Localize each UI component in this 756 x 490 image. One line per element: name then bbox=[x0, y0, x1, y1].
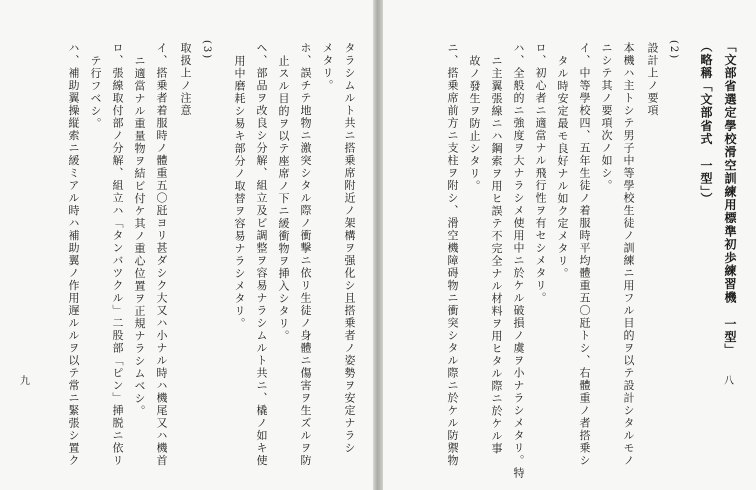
right-line-4: タル時安定最モ良好ナル如ク定メタリ。 bbox=[556, 55, 569, 280]
left-line-6: 用中磨耗シ易キ部分ノ取替ヲ容易ナラシメタリ。 bbox=[233, 55, 246, 330]
right-line-9: ニ、搭乗席前方ニ支柱ヲ附シ、滑空機障碍物ニ衝突シタル際ニ於ケル防禦物 bbox=[446, 42, 459, 467]
left-line-11: ハ、補助翼操縦索ニ緩ミアル時ハ補助翼ノ作用遅ルルヲ以テ常ニ緊張シ置ク bbox=[67, 42, 80, 467]
left-line-10: テ行フベシ。 bbox=[89, 55, 102, 130]
left-line-2: メタリ。 bbox=[321, 42, 334, 92]
right-section-number: (2) bbox=[668, 40, 679, 61]
right-line-8: 故ノ發生ヲ防止シタリ。 bbox=[468, 55, 481, 193]
left-page bbox=[0, 0, 373, 490]
left-line-9: ロ、張線取付部ノ分解、組立ハ「タンバツクル」二股部「ピン」挿脱ニ依リ bbox=[111, 42, 124, 467]
right-line-5: ロ、初心者ニ適當ナル飛行性ヲ有セシメタリ。 bbox=[534, 42, 547, 305]
right-section-heading: 設計上ノ要項 bbox=[646, 42, 659, 117]
right-line-2: ニシテ其ノ要項次ノ如シ。 bbox=[600, 42, 613, 192]
left-section-number: (3) bbox=[201, 40, 212, 61]
right-title-line-2: （略稱「文部省式 一型」） bbox=[699, 40, 713, 206]
right-page bbox=[383, 0, 756, 490]
left-line-1: タラシムルト共ニ搭乗席附近ノ架構ヲ强化シ且搭乗者ノ姿勢ヲ安定ナラシ bbox=[343, 42, 356, 455]
right-line-3: イ、中等學校四、五年生徒ノ着服時平均體重五〇瓩トシ、右體重ノ者搭乗シ bbox=[578, 42, 591, 467]
left-line-8: ニ適當ナル重量物ヲ結ビ付ケ其ノ重心位置ヲ正規ナラシムベシ。 bbox=[133, 55, 146, 418]
left-section-heading: 取扱上ノ注意 bbox=[179, 42, 192, 117]
right-line-1: 本機ハ主トシテ男子中等學校生徒ノ訓練ニ用フル目的ヲ以テ設計シタルモノ bbox=[622, 42, 635, 467]
left-line-4: 止スル目的ヲ以テ座席ノ下ニ緩衝物ヲ挿入シタリ。 bbox=[277, 55, 290, 343]
book-gutter bbox=[373, 0, 383, 490]
right-line-6: ハ、全般的ニ強度ヲ大ナラシメ使用中ニ於ケル破損ノ虞ヲ小ナラシメタリ。特 bbox=[512, 42, 525, 480]
left-line-5: ヘ、部品ヲ改良シ分解、組立及ビ調整ヲ容易ナラシムルト共ニ、橇ノ如キ使 bbox=[255, 42, 268, 467]
right-title-line-1: 「文部省選定學校滑空訓練用標準初歩練習機 一型」 bbox=[723, 40, 737, 357]
left-line-7: イ、搭乗者着服時ノ體重五〇瓩ヨリ甚ダシク大又ハ小ナル時ハ機尾又ハ機首 bbox=[155, 42, 168, 467]
left-page-number: 九 bbox=[20, 376, 30, 387]
right-page-number: 八 bbox=[724, 376, 734, 387]
left-line-3: ホ、誤チテ地物ニ激突シタル際ノ衝撃ニ依リ生徒ノ身體ニ傷害ヲ生ズルヲ防 bbox=[299, 42, 312, 467]
right-line-7: ニ主翼張線ニハ鋼索ヲ用ヒ誤テ不完全ナル材料ヲ用ヒタル際ニ於ケル事 bbox=[490, 55, 503, 455]
